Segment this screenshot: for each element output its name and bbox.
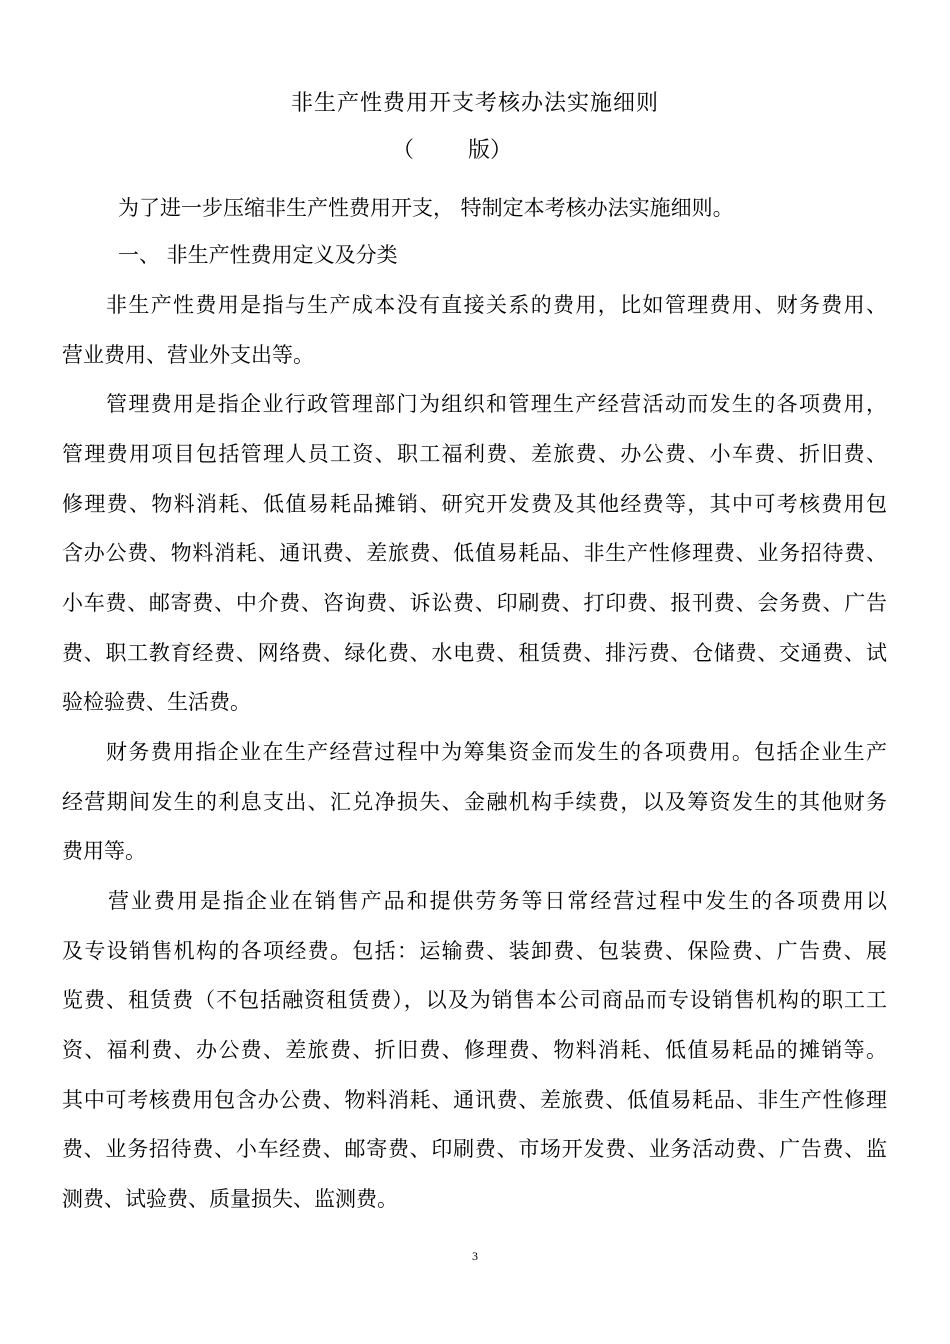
edition-close-paren: ） bbox=[490, 138, 513, 163]
edition-line bbox=[0, 134, 950, 168]
body-line: 非生产性费用是指与生产成本没有直接关系的费用，比如管理费用、财务费用、 bbox=[106, 293, 887, 317]
body-line: 管理费用是指企业行政管理部门为组织和管理生产经营活动而发生的各项费用， bbox=[106, 392, 887, 416]
edition-label: 版 bbox=[468, 138, 491, 163]
body-line: 其中可考核费用包含办公费、物料消耗、通讯费、差旅费、低值易耗品、非生产性修理 bbox=[62, 1088, 887, 1112]
page-number: 3 bbox=[472, 1249, 478, 1263]
body-line: 含办公费、物料消耗、通讯费、差旅费、低值易耗品、非生产性修理费、业务招待费、 bbox=[62, 541, 887, 565]
body-line: 及专设销售机构的各项经费。包括：运输费、装卸费、包装费、保险费、广告费、展 bbox=[62, 939, 887, 963]
body-line: 经营期间发生的利息支出、汇兑净损失、金融机构手续费，以及筹资发生的其他财务 bbox=[62, 790, 887, 814]
body-line: 资、福利费、办公费、差旅费、折旧费、修理费、物料消耗、低值易耗品的摊销等。 bbox=[62, 1038, 887, 1062]
body-line: 验检验费、生活费。 bbox=[62, 690, 251, 714]
body-line: 财务费用指企业在生产经营过程中为筹集资金而发生的各项费用。包括企业生产 bbox=[106, 740, 887, 764]
body-line: 修理费、物料消耗、低值易耗品摊销、研究开发费及其他经费等，其中可考核费用包 bbox=[62, 492, 887, 516]
body-line: 测费、试验费、质量损失、监测费。 bbox=[62, 1187, 398, 1211]
edition-open-paren: （ bbox=[392, 138, 415, 163]
body-line: 营业费用、营业外支出等。 bbox=[62, 343, 314, 367]
body-line: 管理费用项目包括管理人员工资、职工福利费、差旅费、办公费、小车费、折旧费、 bbox=[62, 442, 887, 466]
document-title: 非生产性费用开支考核办法实施细则 bbox=[290, 91, 659, 116]
body-line: 览费、租赁费（不包括融资租赁费），以及为销售本公司商品而专设销售机构的职工工 bbox=[62, 988, 887, 1012]
intro-line: 为了进一步压缩非生产性费用开支， 特制定本考核办法实施细则。 bbox=[118, 196, 734, 220]
body-line: 营业费用是指企业在销售产品和提供劳务等日常经营过程中发生的各项费用以 bbox=[108, 889, 887, 913]
body-line: 小车费、邮寄费、中介费、咨询费、诉讼费、印刷费、打印费、报刊费、会务费、广告 bbox=[62, 591, 887, 615]
body-line: 费用等。 bbox=[62, 839, 146, 863]
body-line: 费、职工教育经费、网络费、绿化费、水电费、租赁费、排污费、仓储费、交通费、试 bbox=[62, 641, 887, 665]
section-heading: 一、 非生产性费用定义及分类 bbox=[118, 243, 398, 267]
body-line: 费、业务招待费、小车经费、邮寄费、印刷费、市场开发费、业务活动费、广告费、监 bbox=[62, 1137, 887, 1161]
